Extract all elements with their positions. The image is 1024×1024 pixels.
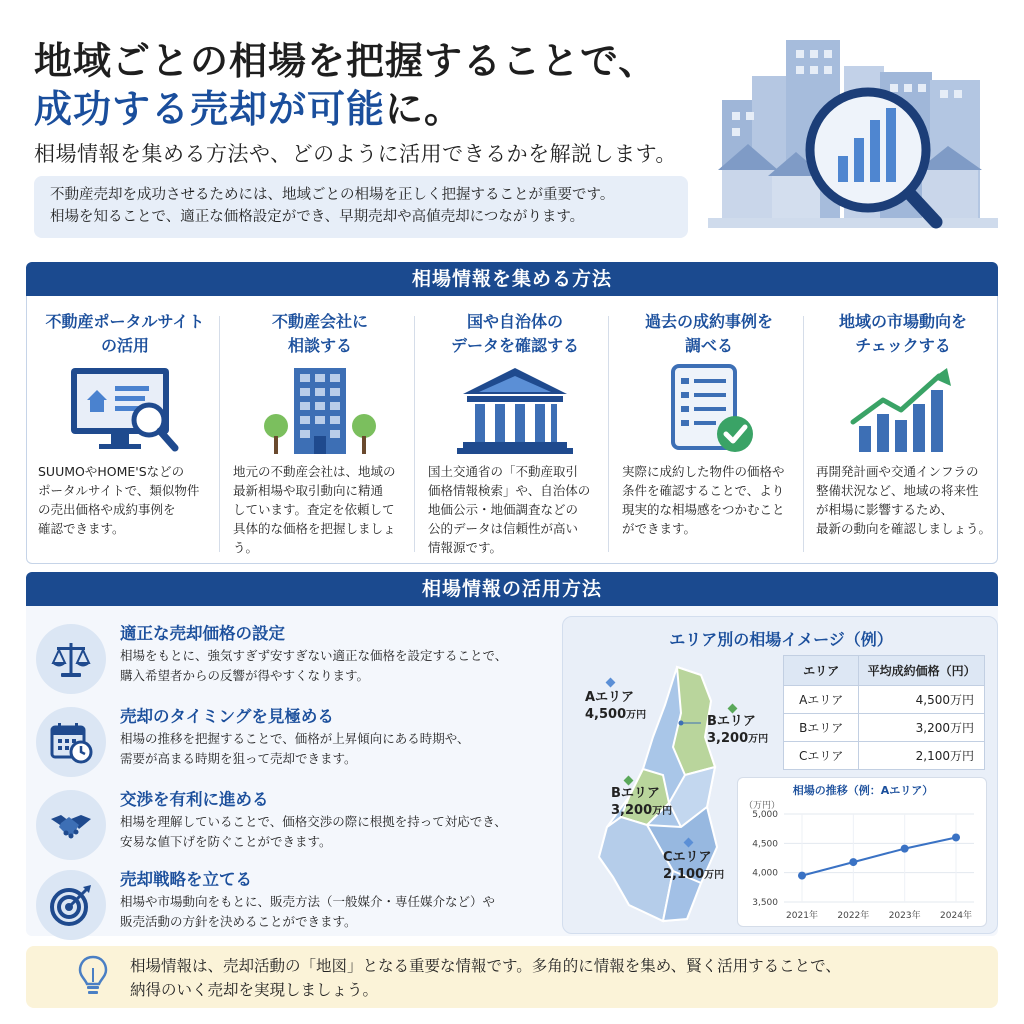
map-label-name: Cエリア — [663, 850, 712, 865]
x-tick-label: 2023年 — [888, 911, 921, 921]
map-label-name: Aエリア — [585, 690, 635, 705]
map-label-name: Bエリア — [611, 786, 660, 801]
use-icon-wrap — [36, 790, 106, 860]
method-description — [233, 462, 415, 557]
y-tick-label: 3,500 — [752, 898, 778, 908]
checklist-document-icon — [649, 364, 769, 456]
method-desc-line: 公的データは信頼性が高い — [428, 521, 579, 536]
map-label-c — [663, 849, 724, 884]
use-desc-line: 相場の推移を把握することで、価格が上昇傾向にある時期や、 — [120, 731, 470, 746]
method-description — [428, 462, 610, 557]
lightbulb-icon — [78, 954, 108, 1000]
method-desc-line: 地元の不動産会社は、地域の — [233, 464, 396, 479]
use-title: 交渉を有利に進める — [120, 790, 269, 809]
use-item-pricing — [36, 620, 546, 696]
use-description — [120, 892, 495, 932]
method-desc-line: 現実的な相場感をつかむこと — [622, 502, 785, 517]
method-desc-line: 確認できます。 — [38, 521, 125, 536]
hero-section — [0, 0, 1024, 250]
headline-suffix: に。 — [385, 87, 464, 131]
method-title-line: 調べる — [684, 336, 733, 355]
use-item-timing — [36, 703, 546, 779]
method-card-past-deals — [614, 306, 804, 558]
method-description — [816, 462, 998, 538]
trend-chart-card — [737, 777, 987, 927]
data-point — [952, 833, 960, 841]
map-label-b-south — [611, 785, 672, 820]
method-desc-line: 条件を確認することで、より — [622, 483, 785, 498]
use-description — [120, 812, 507, 852]
method-desc-line: しています。査定を依頼して — [233, 502, 395, 517]
method-desc-line: 国土交通省の「不動産取引 — [428, 464, 579, 479]
method-desc-line: 地価公示・地価調査などの — [428, 502, 579, 517]
method-desc-line: 最新相場や取引動向に精通 — [233, 483, 384, 498]
method-title — [808, 310, 998, 358]
method-title-line: の活用 — [100, 336, 149, 355]
intro-line: 相場を知ることで、適正な価格設定ができ、早期売却や高値売却につながります。 — [50, 209, 585, 225]
method-desc-line: SUUMOやHOME'Sなどの — [38, 464, 185, 479]
method-title-line: 過去の成約事例を — [644, 312, 773, 331]
data-point — [901, 845, 909, 853]
map-label-unit: 万円 — [748, 734, 769, 745]
use-desc-line: 販売活動の方針を決めることができます。 — [120, 914, 357, 929]
table-cell-area: Bエリア — [784, 714, 859, 742]
footer-line: 相場情報は、売却活動の「地図」となる重要な情報です。多角的に情報を集め、賢く活用することで、 — [130, 957, 841, 975]
method-card-market-trends — [808, 306, 998, 558]
method-desc-line: の売出価格や成約事例を — [38, 502, 176, 517]
method-card-portal — [30, 306, 220, 558]
method-desc-line: ができます。 — [622, 521, 697, 536]
headline-highlight: 成功する売却が可能 — [34, 87, 386, 131]
method-title — [225, 310, 415, 358]
method-title-line: 不動産会社に — [271, 312, 368, 331]
use-desc-line: 需要が高まる時期を狙って売却できます。 — [120, 751, 357, 766]
method-title-line: チェックする — [855, 336, 951, 355]
use-title: 適正な売却価格の設定 — [120, 624, 285, 643]
method-description — [622, 462, 804, 538]
rising-bar-chart-icon — [843, 364, 963, 456]
use-title: 売却のタイミングを見極める — [120, 707, 334, 726]
footer-line: 納得のいく売却を実現しましょう。 — [130, 981, 379, 999]
city-magnifier-illustration — [708, 20, 998, 240]
use-item-strategy — [36, 866, 546, 942]
chart-y-unit-label: （万円） — [744, 801, 781, 811]
use-title: 売却戦略を立てる — [120, 870, 252, 889]
chart-title: 相場の推移（例：Aエリア） — [792, 784, 934, 797]
map-label-price: 2,100 — [663, 867, 705, 882]
footer-note — [26, 946, 998, 1008]
method-desc-line: 実際に成約した物件の価格や — [622, 464, 785, 479]
method-desc-line: 最新の動向を確認しましょう。 — [816, 521, 992, 536]
map-label-unit: 万円 — [652, 806, 673, 817]
method-title — [30, 310, 220, 358]
table-header-price: 平均成約価格（円） — [859, 656, 985, 686]
y-tick-label: 4,500 — [752, 839, 778, 850]
table-cell-area: Cエリア — [784, 742, 859, 770]
method-desc-line: 具体的な価格を把握しましょう。 — [233, 521, 396, 555]
method-title-line: 地域の市場動向を — [838, 312, 967, 331]
method-title — [614, 310, 804, 358]
method-title-line: 国や自治体の — [466, 312, 563, 331]
method-desc-line: 再開発計画や交通インフラの — [816, 464, 979, 479]
map-label-price: 4,500 — [585, 707, 627, 722]
x-tick-label: 2024年 — [940, 911, 972, 921]
data-point — [849, 858, 857, 866]
table-row — [784, 686, 985, 714]
table-header-area: エリア — [784, 656, 859, 686]
map-label-unit: 万円 — [626, 710, 647, 721]
target-icon — [49, 883, 93, 927]
use-description — [120, 646, 507, 686]
x-tick-label: 2022年 — [837, 911, 870, 921]
trend-line-chart — [738, 778, 988, 928]
method-desc-line: ポータルサイトで、類似物件 — [38, 483, 200, 498]
use-icon-wrap — [36, 870, 106, 940]
area-price-panel — [562, 616, 998, 934]
headline-line-1: 地域ごとの相場を把握することで、 — [34, 39, 658, 83]
table-cell-price: 2,100万円 — [859, 742, 985, 770]
method-title-line: データを確認する — [450, 336, 579, 355]
map-label-price: 3,200 — [707, 731, 749, 746]
calendar-clock-icon — [49, 720, 93, 764]
footer-text — [130, 954, 990, 1002]
use-description — [120, 729, 470, 769]
use-item-negotiation — [36, 786, 546, 862]
method-card-company — [225, 306, 415, 558]
use-desc-line: 安易な値下げを防ぐことができます。 — [120, 834, 332, 849]
scale-icon — [49, 637, 93, 681]
use-desc-line: 購入希望者からの反響が得やすくなります。 — [120, 668, 370, 683]
intro-line: 不動産売却を成功させるためには、地域ごとの相場を正しく把握することが重要です。 — [50, 187, 615, 203]
use-desc-line: 相場をもとに、強気すぎず安すぎない適正な価格を設定することで、 — [120, 648, 508, 663]
table-row — [784, 742, 985, 770]
x-tick-label: 2021年 — [786, 911, 818, 921]
monitor-search-icon — [65, 364, 185, 456]
table-cell-area: Aエリア — [784, 686, 859, 714]
uses-section-header: 相場情報の活用方法 — [26, 572, 998, 606]
map-label-unit: 万円 — [704, 870, 725, 881]
method-desc-line: 価格情報検索」や、自治体の — [428, 483, 591, 498]
y-tick-label: 5,000 — [752, 810, 778, 820]
methods-section-header: 相場情報を集める方法 — [26, 262, 998, 296]
area-price-table — [783, 655, 985, 770]
table-row — [784, 714, 985, 742]
headline-line-2 — [34, 78, 463, 133]
table-cell-price: 3,200万円 — [859, 714, 985, 742]
map-label-a — [585, 689, 646, 724]
data-point — [798, 872, 806, 880]
map-label-price: 3,200 — [611, 803, 653, 818]
use-icon-wrap — [36, 624, 106, 694]
table-cell-price: 4,500万円 — [859, 686, 985, 714]
method-title-line: 相談する — [287, 336, 352, 355]
method-card-public-data — [420, 306, 610, 558]
office-building-icon — [260, 364, 380, 456]
handshake-icon — [49, 803, 93, 847]
map-label-b-north — [707, 713, 768, 748]
y-tick-label: 4,000 — [752, 868, 778, 879]
subheadline: 相場情報を集める方法や、どのように活用できるかを解説します。 — [34, 142, 677, 166]
intro-box — [34, 176, 688, 238]
map-label-name: Bエリア — [707, 714, 756, 729]
method-desc-line: 整備状況など、地域の将来性 — [816, 483, 979, 498]
method-desc-line: が相場に影響するため、 — [816, 502, 954, 517]
use-desc-line: 相場や市場動向をもとに、販売方法（一般媒介・専任媒介など）や — [120, 894, 496, 909]
method-title-line: 不動産ポータルサイト — [45, 312, 205, 331]
method-desc-line: 情報源です。 — [428, 540, 503, 555]
method-description — [38, 462, 220, 538]
use-desc-line: 相場を理解していることで、価格交渉の際に根拠を持って対応でき、 — [120, 814, 507, 829]
area-panel-title: エリア別の相場イメージ（例） — [669, 630, 893, 649]
method-title — [420, 310, 610, 358]
use-icon-wrap — [36, 707, 106, 777]
government-building-icon — [455, 364, 575, 456]
